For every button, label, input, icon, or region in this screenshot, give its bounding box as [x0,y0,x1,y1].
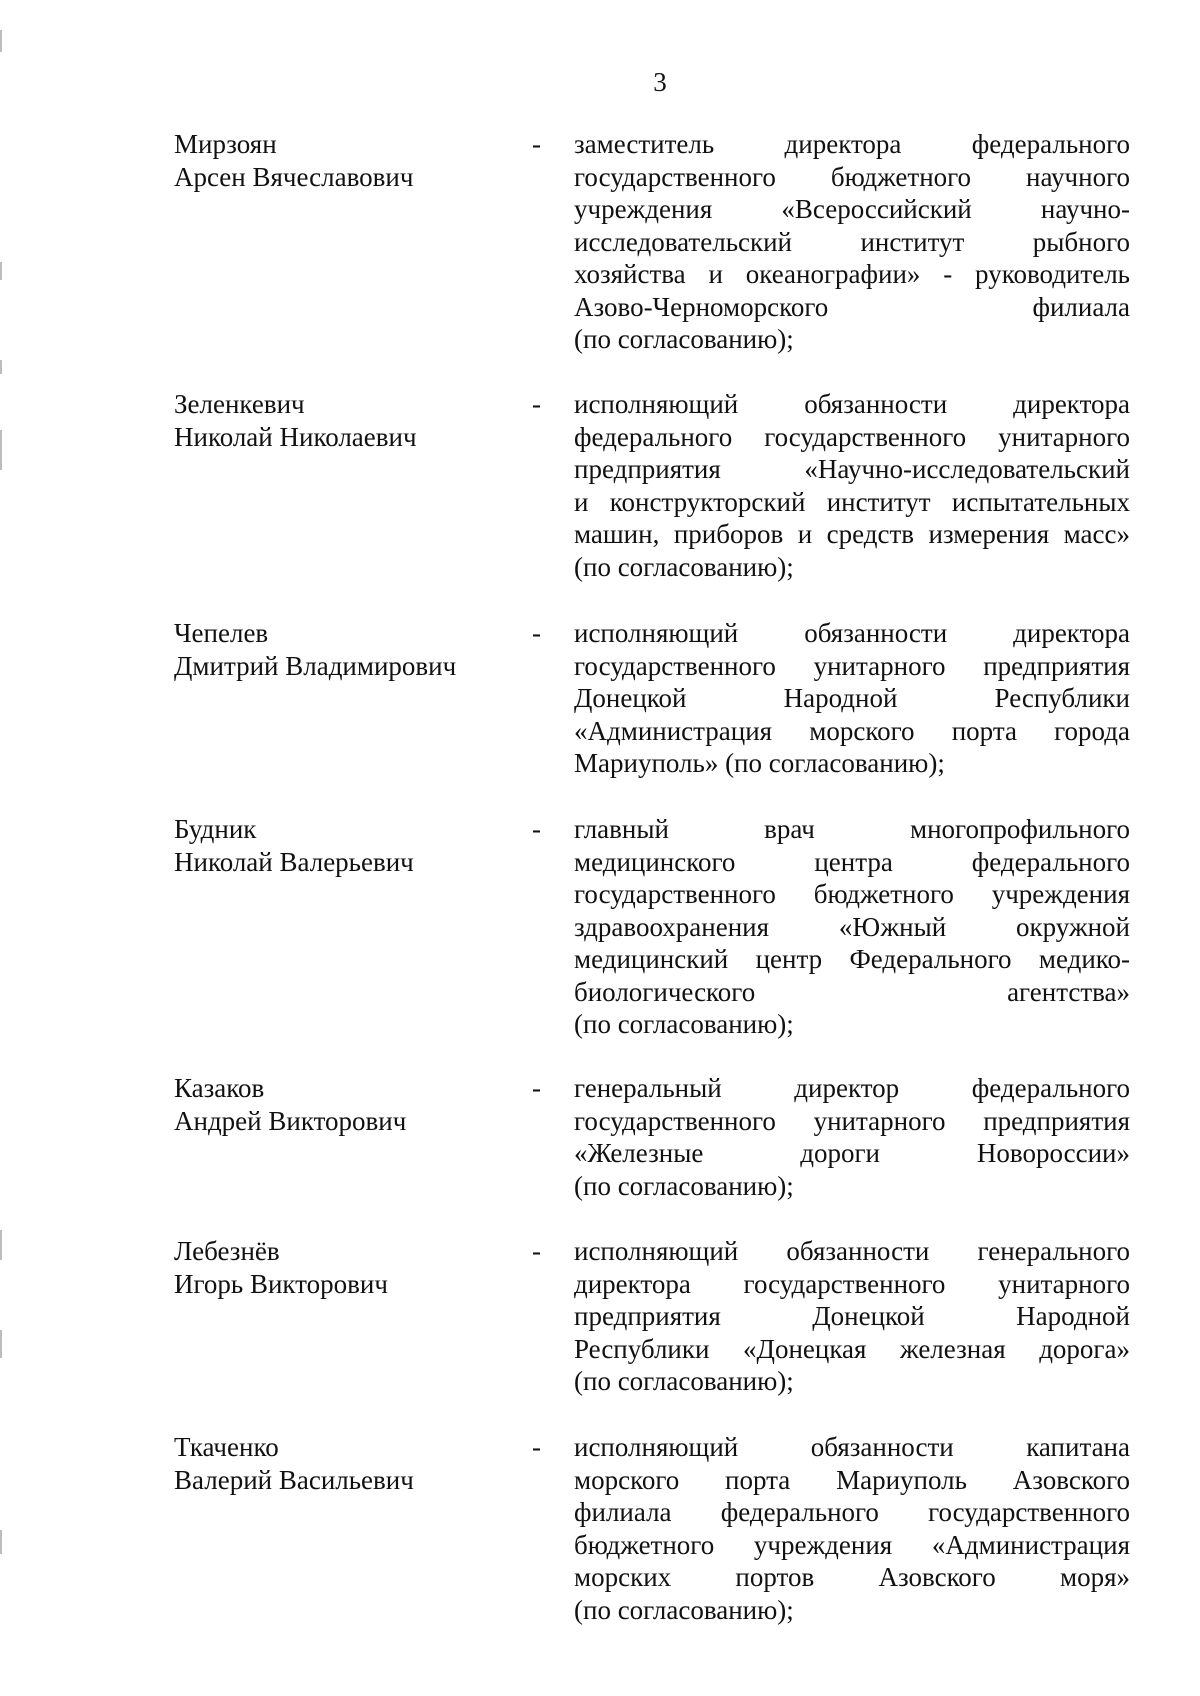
position-line: генеральный директор федерального [574,1073,1130,1103]
member-name [174,1072,504,1137]
member-given-names: Арсен Вячеславович [174,161,414,192]
position-line: Республики «Донецкая железная дорога» [574,1333,1130,1364]
position-line: биологического агентства» [574,976,1130,1007]
position-line: хозяйства и океанографии» - руководитель [574,259,1130,289]
position-line: морского порта Мариуполь Азовского [574,1464,1130,1495]
position-line: государственного унитарного предприятия [574,650,1130,681]
separator-dash: - [532,1236,541,1266]
position-line: федерального государственного унитарного [574,421,1130,452]
position-line: (по согласованию); [574,1366,794,1396]
member-surname: Будник [174,814,257,844]
member-surname: Лебезнёв [174,1236,280,1266]
position-line: Азово-Черноморского филиала [574,291,1130,322]
position-line: государственного бюджетного научного [574,161,1130,192]
scan-edge-mark [0,430,2,470]
scan-edge-mark [0,262,2,280]
separator-dash: - [532,389,541,419]
position-line: и конструкторский институт испытательных [574,486,1130,517]
member-position [574,388,1130,583]
member-position [574,1072,1130,1202]
position-line: бюджетного учреждения «Администрация [574,1529,1130,1560]
position-line: исполняющий обязанности генерального [574,1236,1130,1266]
position-line: медицинского центра федерального [574,846,1130,877]
position-line: Донецкой Народной Республики [574,683,1130,713]
member-given-names: Игорь Викторович [174,1268,388,1299]
member-surname: Казаков [174,1073,265,1103]
member-name [174,388,504,453]
scan-edge-mark [0,30,2,52]
member-position [574,617,1130,780]
scan-edge-mark [0,1230,2,1260]
member-name [174,813,504,878]
position-line: Мариуполь» (по согласованию); [574,748,945,778]
member-surname: Чепелев [174,618,269,648]
member-surname: Ткаченко [174,1432,279,1462]
member-position [574,1235,1130,1398]
position-line: заместитель директора федерального [574,129,1130,159]
position-line: (по согласованию); [574,551,794,582]
member-given-names: Дмитрий Владимирович [174,650,457,681]
position-line: предприятия «Научно-исследовательский [574,454,1130,484]
member-name [174,128,504,193]
page-number: 3 [653,67,667,97]
position-line: государственного унитарного предприятия [574,1105,1130,1136]
position-line: медицинский центр Федерального медико- [574,944,1130,974]
position-line: предприятия Донецкой Народной [574,1301,1130,1331]
member-name [174,1431,504,1496]
member-given-names: Николай Николаевич [174,421,417,452]
member-given-names: Николай Валерьевич [174,846,414,877]
position-line: исполняющий обязанности директора [574,389,1130,419]
position-line: (по согласованию); [574,1594,794,1625]
member-surname: Мирзоян [174,129,277,159]
scan-edge-mark [0,1530,2,1554]
position-line: исследовательский институт рыбного [574,226,1130,257]
member-given-names: Андрей Викторович [174,1105,407,1136]
position-line: (по согласованию); [574,1009,794,1039]
scan-edge-mark [0,1330,2,1358]
position-line: учреждения «Всероссийский научно- [574,194,1130,224]
separator-dash: - [532,1073,541,1103]
separator-dash: - [532,129,541,159]
member-position [574,128,1130,356]
position-line: главный врач многопрофильного [574,814,1130,844]
member-position [574,1431,1130,1626]
position-line: машин, приборов и средств измерения масс» [574,519,1130,549]
position-line: (по согласованию); [574,324,794,354]
position-line: исполняющий обязанности директора [574,618,1130,648]
position-line: исполняющий обязанности капитана [574,1432,1130,1462]
member-name [174,1235,504,1300]
member-surname: Зеленкевич [174,389,305,419]
position-line: государственного бюджетного учреждения [574,879,1130,909]
member-name [174,617,504,682]
position-line: «Железные дороги Новороссии» [574,1138,1130,1168]
separator-dash: - [532,814,541,844]
separator-dash: - [532,1432,541,1462]
position-line: директора государственного унитарного [574,1268,1130,1299]
member-given-names: Валерий Васильевич [174,1464,414,1495]
scan-edge-mark [0,360,2,374]
position-line: здравоохранения «Южный окружной [574,911,1130,942]
position-line: «Администрация морского порта города [574,715,1130,746]
position-line: морских портов Азовского моря» [574,1562,1130,1592]
position-line: филиала федерального государственного [574,1497,1130,1527]
separator-dash: - [532,618,541,648]
member-position [574,813,1130,1041]
position-line: (по согласованию); [574,1170,794,1201]
